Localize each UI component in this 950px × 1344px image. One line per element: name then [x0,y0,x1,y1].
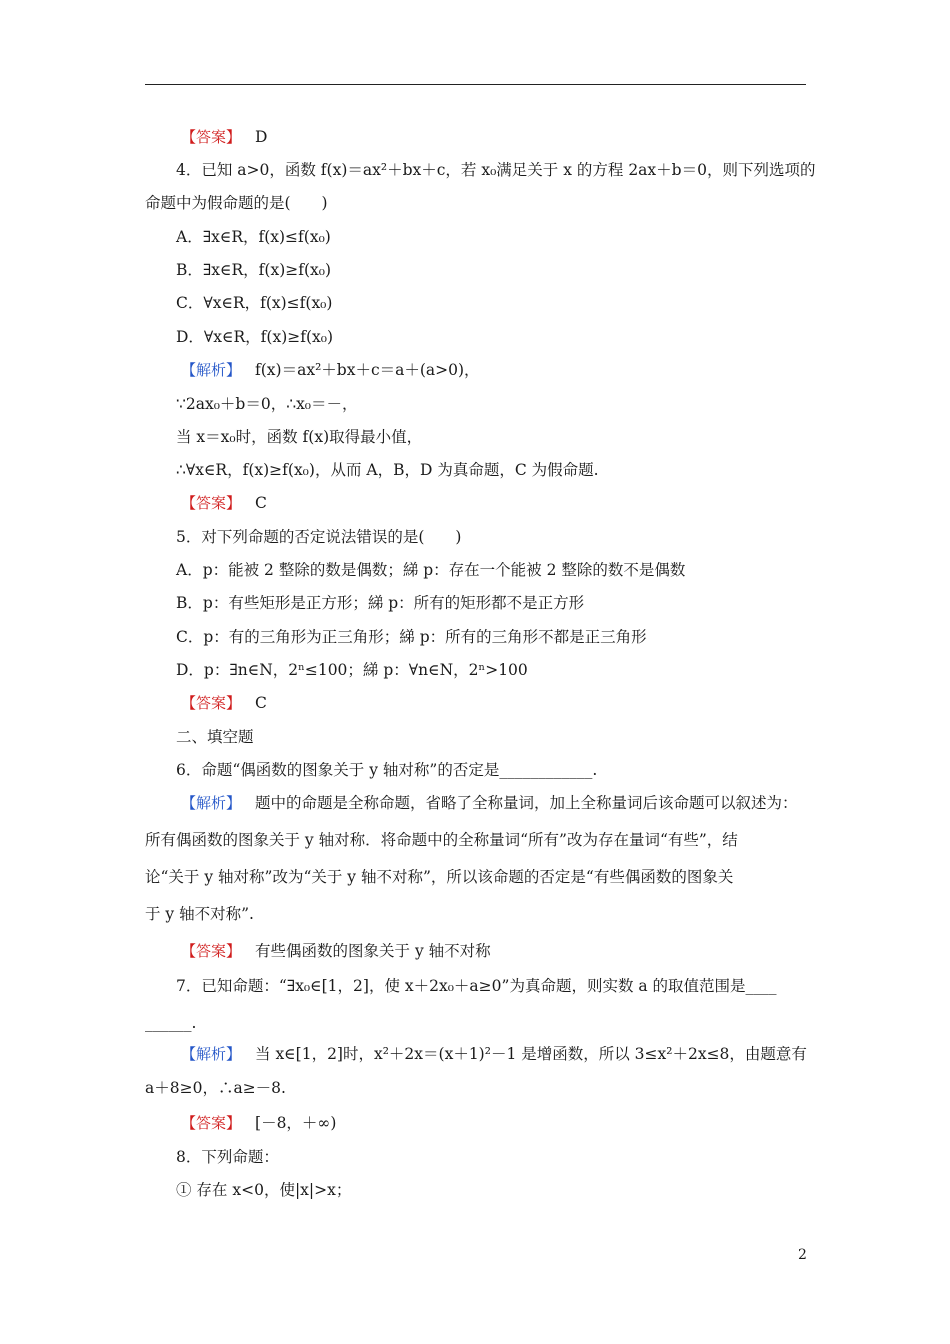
analysis-line [181,360,480,380]
text-line [176,527,461,547]
line-text: 当 x∈[1，2]时，x²＋2x＝(x＋1)²－1 是增函数，所以 3≤x²＋2x≤8，由题意有 [255,1045,807,1063]
line-text: 4．已知 a>0，函数 f(x)＝ax²＋bx＋c，若 x₀满足关于 x 的方程 2ax＋b＝0，则下列选项的 [176,161,816,179]
line-text: 8．下列命题： [176,1148,279,1166]
analysis-line [181,1044,807,1064]
text-line [145,193,328,213]
answer-line [181,127,267,147]
answer-label: 【答案】 [181,694,242,712]
line-text: ______. [145,1014,197,1032]
text-line [176,260,331,280]
text-line [176,460,599,480]
answer-line [181,493,267,513]
line-text: 5．对下列命题的否定说法错误的是( ) [176,528,462,546]
answer-label: 【答案】 [181,1114,242,1132]
line-text: D．∀x∈R，f(x)≥f(x₀) [176,328,334,346]
line-text: 当 x＝x₀时，函数 f(x)取得最小值， [176,428,423,446]
line-text: ∴∀x∈R，f(x)≥f(x₀)，从而 A，B，D 为真命题，C 为假命题. [176,461,599,479]
line-text: 论“关于 y 轴对称”改为“关于 y 轴不对称”，所以该命题的否定是“有些偶函数的图象关 [145,868,734,886]
text-line [176,394,358,414]
text-line [176,227,331,247]
analysis-label: 【解析】 [181,1045,242,1063]
line-text: 题中的命题是全称命题，省略了全称量词，加上全称量词后该命题可以叙述为： [255,794,798,812]
line-text: 命题中为假命题的是( ) [145,194,328,212]
text-line [176,327,333,347]
answer-line [181,941,491,961]
answer-label: 【答案】 [181,128,242,146]
line-text: B．p：有些矩形是正方形；綈 p：所有的矩形都不是正方形 [176,594,585,612]
text-line [145,830,738,850]
text-line [176,560,685,580]
line-text: f(x)＝ax²＋bx＋c＝a＋(a>0)， [255,361,480,379]
text-line [145,867,733,887]
line-text: B．∃x∈R，f(x)≥f(x₀) [176,261,332,279]
text-line [145,1078,286,1098]
answer-line [181,1113,336,1133]
text-line [176,1180,351,1200]
line-text: ∵2ax₀＋b＝0，∴x₀＝－， [176,395,358,413]
text-line [176,1147,279,1167]
line-text: [－8，＋∞) [255,1114,337,1132]
line-text: 有些偶函数的图象关于 y 轴不对称 [255,942,491,960]
answer-label: 【答案】 [181,942,242,960]
text-line [145,1013,196,1033]
line-text: C [255,494,267,512]
line-text: A．p：能被 2 整除的数是偶数；綈 p：存在一个能被 2 整除的数不是偶数 [176,561,686,579]
line-text: A．∃x∈R，f(x)≤f(x₀) [176,228,331,246]
line-text: C．∀x∈R，f(x)≤f(x₀) [176,294,333,312]
line-text: 7．已知命题：“∃x₀∈[1，2]，使 x＋2x₀＋a≥0”为真命题，则实数 a 的取值范围是____ [176,977,777,995]
text-line [176,660,528,680]
line-text: D [255,128,268,146]
text-line [176,760,597,780]
text-line [176,593,584,613]
line-text: C．p：有的三角形为正三角形；綈 p：所有的三角形不都是正三角形 [176,628,647,646]
line-text: ① 存在 x<0，使|x|>x； [176,1181,352,1199]
analysis-line [181,793,798,813]
line-text: a＋8≥0，∴a≥－8. [145,1079,286,1097]
analysis-label: 【解析】 [181,361,242,379]
text-line [176,727,254,747]
line-text: C [255,694,267,712]
text-line [176,976,777,996]
analysis-label: 【解析】 [181,794,242,812]
text-line [176,627,647,647]
answer-label: 【答案】 [181,494,242,512]
text-line [176,427,422,447]
page-number: 2 [798,1247,807,1263]
text-line [145,904,254,924]
line-text: 6．命题“偶函数的图象关于 y 轴对称”的否定是____________. [176,761,598,779]
line-text: D．p：∃n∈N，2ⁿ≤100；綈 p：∀n∈N，2ⁿ>100 [176,661,528,679]
line-text: 所有偶函数的图象关于 y 轴对称．将命题中的全称量词“所有”改为存在量词“有些”，结 [145,831,738,849]
header-rule [145,84,806,85]
line-text: 于 y 轴不对称”. [145,905,254,923]
answer-line [181,693,267,713]
text-line [176,293,332,313]
line-text: 二、填空题 [176,728,254,746]
text-line [176,160,815,180]
